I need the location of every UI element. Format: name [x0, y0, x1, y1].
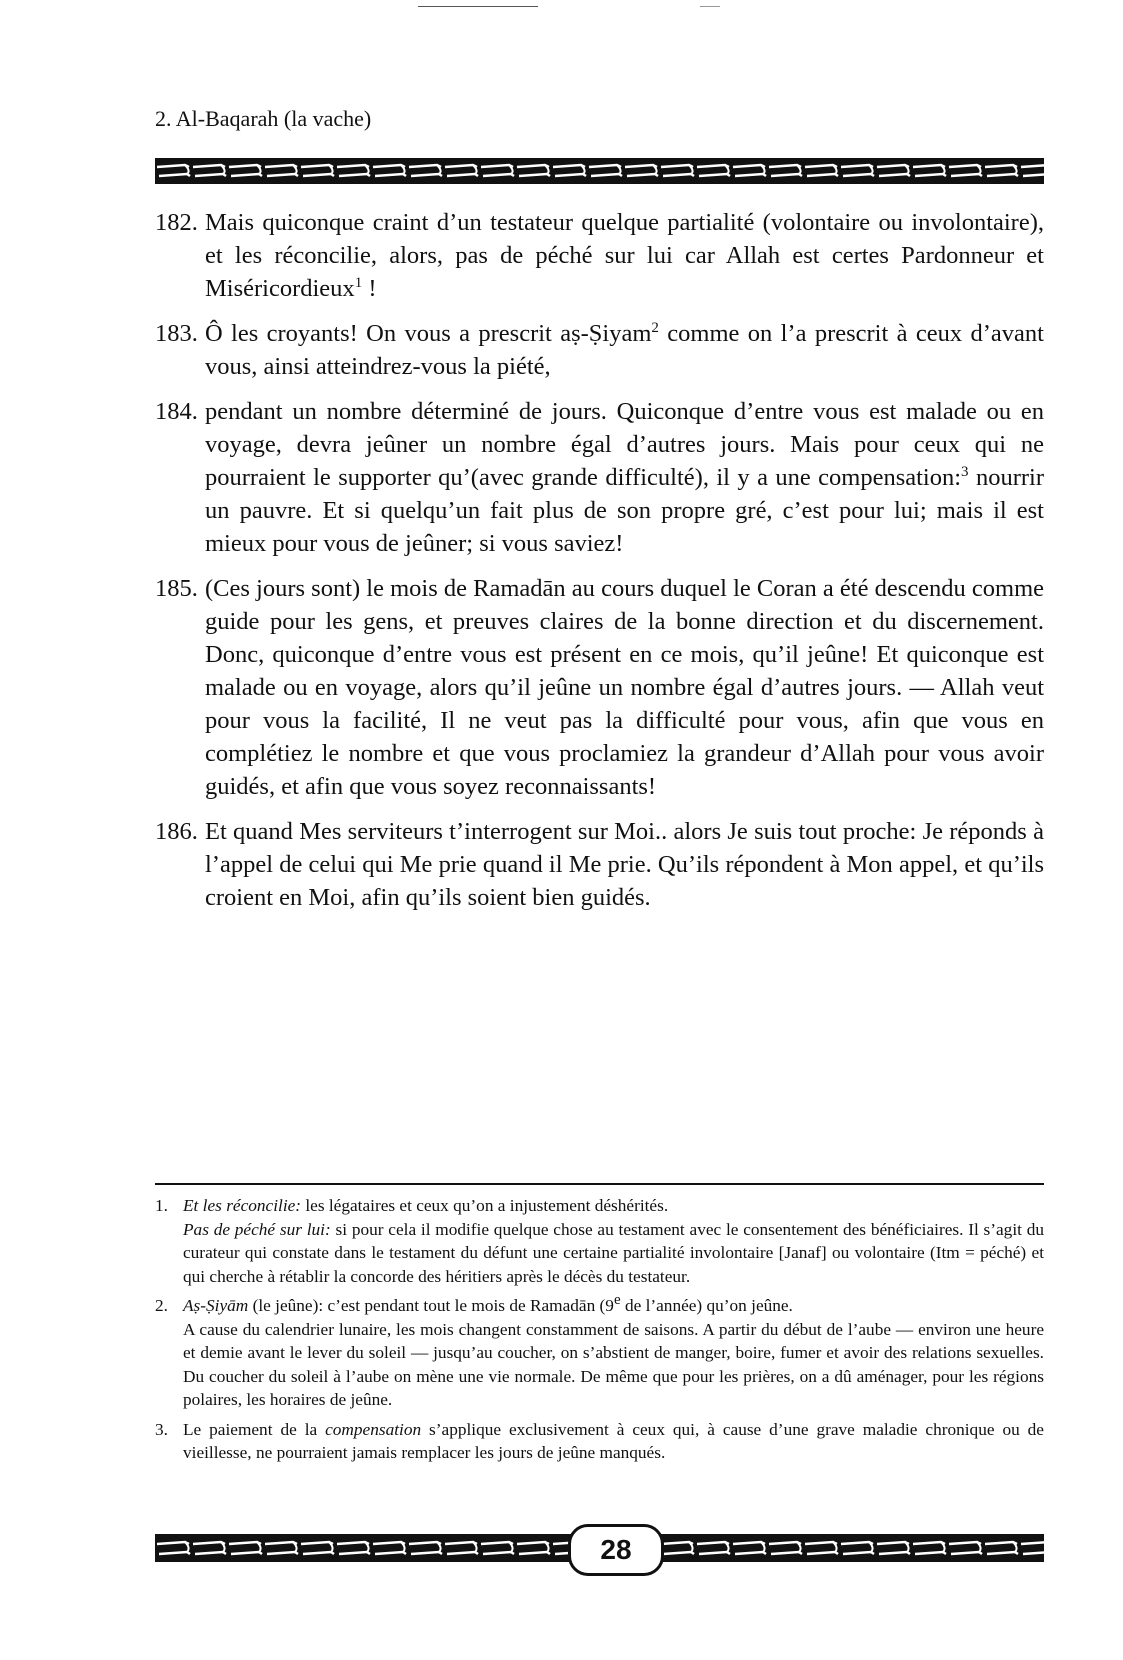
ornament-pattern — [155, 158, 1044, 184]
text-run: pendant un nombre déterminé de jours. Quiconque d’entre vous est malade ou en voyage, devra jeûner un nombre égal d’autres jours. Mais pour ceux qui ne pourraient le supporter qu’(avec grande difficulté), il y a une compensation: — [205, 398, 1044, 491]
verse-list — [155, 206, 1044, 926]
footnote — [155, 1294, 1044, 1412]
footnote-number: 1. — [155, 1196, 168, 1215]
text-run: si pour cela il modifie quelque chose au testament avec le consentement des bénéficiaires. Il s’agit du curateur qui constate dans le testament du défunt une certaine partialité involontaire [Janaf] ou volontaire (Itm = péché) et qui cherche à rétablir la concorde des héritiers après le décès du testateur. — [183, 1219, 1044, 1286]
text-run: Mais quiconque craint d’un testateur quelque partialité (volontaire ou involontaire), et les réconcilie, alors, pas de péché sur lui car Allah est certes Pardonneur et Miséricordieux — [205, 209, 1044, 302]
verse — [155, 815, 1044, 914]
italic-term: compensation — [325, 1419, 422, 1439]
surah-header: 2. Al-Baqarah (la vache) — [155, 106, 372, 131]
text-run: A cause du calendrier lunaire, les mois changent constamment de saisons. A partir du début de l’aube — environ une heure et demie avant le lever du soleil — jusqu’au coucher, on s’abstient de manger, boire, fumer et avoir des relations sexuelles. Du coucher du soleil à l’aube on mène une vie normale. De même que pour les prières, on a dû aménager, pour les régions polaires, les horaires de jeûne. — [183, 1319, 1044, 1409]
verse-number: 186. — [155, 818, 198, 845]
text-run: nourrir un pauvre. Et si quelqu’un fait plus de son propre gré, c’est pour lui; mais il est mieux pour vous de jeûner; si vous saviez! — [205, 464, 1044, 557]
scan-top-rule — [418, 6, 538, 7]
verse-number: 183. — [155, 320, 198, 347]
footnote-marker: 3 — [961, 463, 969, 480]
text-run: Et quand Mes serviteurs t’interrogent sur Moi.. alors Je suis tout proche: Je réponds à l’appel de celui qui Me prie quand il Me prie. Qu’ils répondent à Mon appel, et qu’ils croient en Moi, afin qu’ils soient bien guidés. — [205, 818, 1044, 911]
footnote-paragraph — [183, 1218, 1044, 1289]
verse — [155, 572, 1044, 803]
verse-number: 185. — [155, 575, 198, 602]
text-run: de l’année) qu’on jeûne. — [620, 1296, 793, 1315]
footnote — [155, 1194, 1044, 1288]
italic-term: Aṣ-Ṣiyām — [183, 1296, 249, 1315]
ornamental-band-top — [155, 158, 1044, 184]
text-run: s’applique exclusivement à ceux qui, à cause d’une grave maladie chronique ou de vieillesse, ne pourraient jamais remplacer les jours de jeûne manqués. — [183, 1419, 1044, 1462]
footnote-number: 2. — [155, 1296, 168, 1315]
text-run: (le jeûne): c’est pendant tout le mois de Ramadān (9 — [248, 1296, 614, 1315]
footnote — [155, 1418, 1044, 1465]
footnote-number: 3. — [155, 1419, 168, 1439]
footnote-list — [155, 1194, 1044, 1471]
italic-term: Et les réconcilie: — [183, 1196, 302, 1215]
verse-number: 182. — [155, 209, 198, 236]
footnote-paragraph — [155, 1292, 1044, 1318]
text-run: comme on l’a prescrit à ceux d’avant vous, ainsi atteindrez-vous la piété, — [205, 320, 1044, 380]
footnote-paragraph — [183, 1318, 1044, 1412]
page-number: 28 — [568, 1524, 664, 1576]
scan-top-rule-small — [700, 6, 720, 7]
text-run: les légataires et ceux qu’on a injustement déshérités. — [301, 1196, 669, 1215]
footnote-paragraph — [155, 1418, 1044, 1465]
text-run: Le paiement de la — [183, 1419, 326, 1439]
text-run: Ô les croyants! On vous a prescrit aṣ-Ṣiyam — [205, 320, 652, 347]
footnote-marker: e — [613, 1292, 621, 1309]
verse — [155, 395, 1044, 560]
italic-term: Pas de péché sur lui: — [183, 1219, 331, 1239]
footnote-paragraph — [155, 1194, 1044, 1218]
verse-number: 184. — [155, 398, 198, 425]
verse — [155, 206, 1044, 305]
text-run: (Ces jours sont) le mois de Ramadān au cours duquel le Coran a été descendu comme guide pour les gens, et preuves claires de la bonne direction et du discernement. Donc, quiconque d’entre vous est présent en ce mois, qu’il jeûne! Et quiconque est malade ou en voyage, alors qu’il jeûne un nombre égal d’autres jours. — Allah veut pour vous la facilité, Il ne veut pas la difficulté pour vous, afin que vous en complétiez le nombre et que vous proclamiez la grandeur d’Allah pour vous avoir guidés, et afin que vous soyez reconnaissants! — [205, 575, 1044, 800]
text-run: ! — [362, 275, 377, 302]
footnote-marker: 1 — [354, 274, 363, 291]
verse — [155, 317, 1044, 383]
footnote-separator — [155, 1183, 1044, 1185]
footnote-marker: 2 — [651, 319, 659, 336]
